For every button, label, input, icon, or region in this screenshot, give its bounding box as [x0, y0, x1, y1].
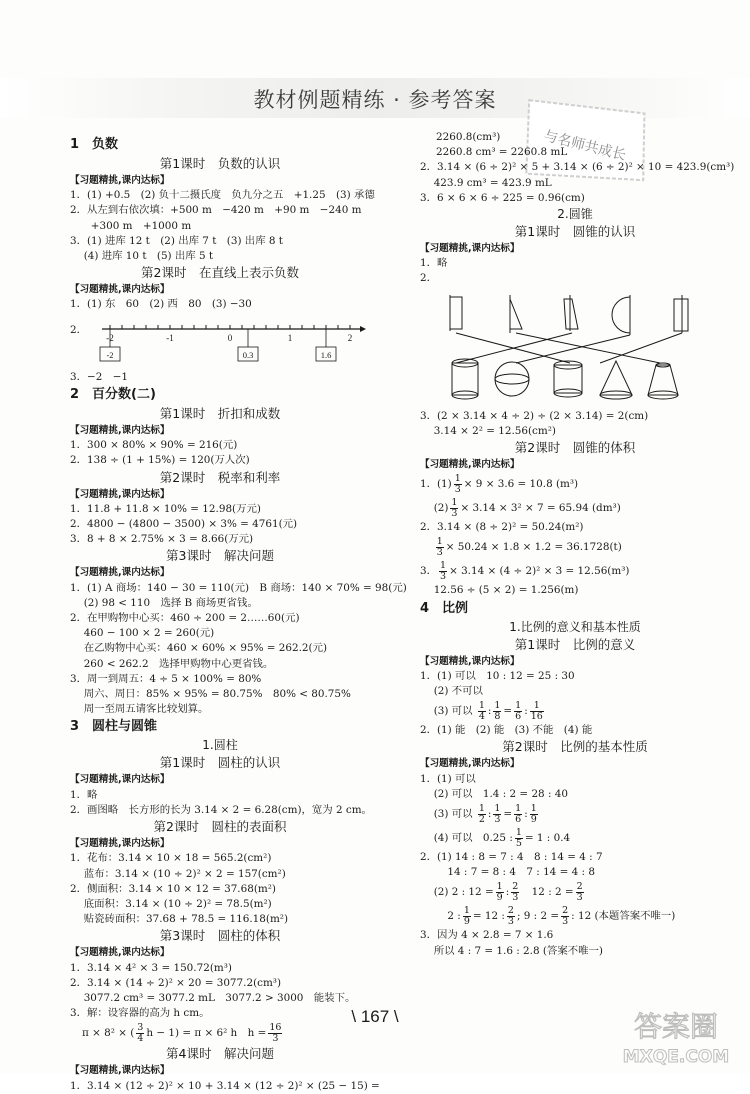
right-column — [420, 130, 735, 959]
answer-line: 1．略 — [420, 257, 448, 270]
chapter-title: 比例 — [442, 600, 469, 616]
denominator: 16 — [530, 710, 543, 722]
fraction — [530, 804, 538, 825]
numerator: 1 — [530, 701, 544, 712]
number-line — [78, 317, 368, 363]
fraction — [436, 537, 444, 558]
tick-label: -1 — [166, 332, 174, 343]
denominator: 3 — [507, 915, 514, 927]
answer-line: 260 < 262.2 选择甲购物中心更省钱。 — [70, 657, 274, 670]
fraction — [439, 561, 447, 582]
answer-line: 蓝布：3.14 × (10 ÷ 2)² × 2 = 157(cm²) — [70, 867, 286, 880]
lesson-title: 第2课时 圆柱的表面积 — [153, 819, 287, 835]
answer-line: 1．略 — [70, 788, 98, 801]
eq-text — [420, 541, 434, 553]
number-line-figure — [70, 317, 370, 368]
section-tag: 【习题精挑,课内达标】 — [70, 774, 170, 786]
numerator: 2 — [576, 880, 583, 892]
answer-line: 1．3.14 × (12 ÷ 2)² × 10 + 3.14 × (12 ÷ 2)² × (25 − 15) = — [70, 1079, 380, 1092]
answer-line: (2) 不可以 — [420, 685, 483, 698]
equation-line — [420, 559, 730, 583]
section-tag: 【习题精挑,课内达标】 — [70, 947, 170, 959]
chapter-number: 4 — [420, 600, 430, 616]
numerator: 2 — [562, 904, 569, 916]
answer-line: 3．6 × 6 × 6 ÷ 225 = 0.96(cm) — [420, 191, 585, 204]
answer-line: 2． — [70, 323, 88, 336]
lesson-title: 第1课时 圆柱的认识 — [159, 755, 281, 771]
eq-text: 2 : — [420, 910, 461, 923]
lesson-title: 第3课时 圆柱的体积 — [159, 928, 281, 944]
answer-line: 3．解：设容器的高为 h cm。 — [70, 1007, 210, 1020]
section-tag: 【习题精挑,课内达标】 — [70, 425, 170, 437]
numerator: 1 — [494, 699, 501, 711]
fraction — [463, 906, 471, 927]
answer-line: 3.14 × 2² = 12.56(cm²) — [420, 424, 556, 437]
answer-line: 2．3.14 × (8 ÷ 2)² = 50.24(m²) — [420, 521, 584, 534]
fraction — [493, 804, 501, 825]
answer-line: 3．−2 −1 — [70, 370, 129, 383]
eq-text: h − 1) = π × 6² h h = — [146, 1027, 267, 1040]
chapter-title: 百分数(二) — [92, 387, 156, 403]
fraction — [454, 474, 462, 495]
answer-line: (4) 进库 10 t (5) 出库 5 t — [70, 250, 214, 263]
equation-line — [420, 535, 730, 559]
chapter-number: 3 — [70, 719, 80, 735]
eq-text: 12 : 2 = — [531, 886, 574, 899]
denominator: 3 — [512, 891, 519, 903]
answer-line: 周六、周日：85% × 95% = 80.75% 80% < 80.75% — [70, 688, 351, 701]
lesson-title: 第2课时 税率和利率 — [159, 469, 281, 485]
fraction — [530, 701, 544, 722]
eq-text: × 9 × 3.6 = 10.8 (m³) — [463, 478, 579, 491]
answer-line: 460 − 100 × 2 = 260(元) — [70, 627, 215, 640]
stamp-text: 与名师共成长 — [542, 128, 628, 164]
denominator: 3 — [576, 891, 583, 903]
answer-line: 14 : 7 = 8 : 4 7 : 14 = 4 : 8 — [420, 866, 595, 879]
numerator: 1 — [530, 802, 537, 814]
denominator: 5 — [515, 837, 522, 849]
eq-text: = 12 : — [472, 910, 505, 923]
answer-line: 贴瓷砖面积：37.68 + 78.5 = 116.18(m²) — [70, 913, 289, 926]
denominator: 4 — [478, 710, 485, 722]
denominator: 3 — [436, 546, 443, 558]
answer-line: +300 m +1000 m — [70, 219, 192, 232]
lesson-title: 第2课时 圆锥的体积 — [514, 440, 636, 456]
section-subtitle: 2.圆锥 — [557, 207, 593, 222]
answer-line: 1．300 × 80% × 90% = 216(元) — [70, 439, 238, 452]
fraction — [576, 882, 584, 903]
denominator: 3 — [451, 507, 458, 519]
eq-text: (4) 可以 0.25 : — [420, 832, 513, 845]
section-tag: 【习题精挑,课内达标】 — [420, 758, 520, 770]
answer-line: 2．在甲购物中心买：460 ÷ 200 = 2……60(元) — [70, 612, 300, 625]
eq-text: (3) 可以 — [420, 808, 473, 821]
denominator: 6 — [515, 813, 522, 825]
answer-line: 2．4800 − (4800 − 3500) × 3% = 4761(元) — [70, 518, 298, 531]
section-tag: 【习题精挑,课内达标】 — [420, 459, 520, 471]
eq-text: : 12 (本题答案不唯一) — [571, 910, 676, 923]
answer-line: 2．3.14 × (14 ÷ 2)² × 20 = 3077.2(cm³) — [70, 976, 282, 989]
numerator: 1 — [451, 496, 458, 508]
lesson-title: 第2课时 在直线上表示负数 — [141, 265, 299, 281]
answer-line: 1．3.14 × 4² × 3 = 150.72(m³) — [70, 961, 232, 974]
chapter-title: 圆柱与圆锥 — [92, 719, 158, 735]
numerator: 16 — [269, 1021, 282, 1033]
tick-label: 2 — [347, 332, 353, 343]
denominator: 9 — [463, 915, 470, 927]
page-title: 教材例题精练 · 参考答案 — [253, 88, 497, 112]
lesson-title: 第3课时 解决问题 — [166, 548, 274, 564]
watermark-url: MXQE.COM — [622, 1047, 730, 1067]
lesson-title: 第1课时 折扣和成数 — [159, 406, 281, 422]
fraction — [515, 828, 523, 849]
eq-text: × 50.24 × 1.8 × 1.2 = 36.1728(t) — [445, 541, 622, 554]
answer-line: 1．(1) +0.5 (2) 负十二摄氏度 负九分之五 +1.25 (3) 承德 — [70, 189, 375, 202]
fraction — [561, 906, 569, 927]
eq-text: 3． — [420, 565, 438, 578]
numerator: 1 — [496, 880, 503, 892]
numerator: 1 — [478, 699, 485, 711]
tick-label: -2 — [106, 332, 114, 343]
chapter-heading — [70, 717, 370, 737]
eq-text: (2) — [420, 502, 449, 515]
answer-line: 底面积：3.14 × (10 ÷ 2)² = 78.5(m²) — [70, 897, 272, 910]
tick-label: 1 — [287, 332, 293, 343]
fraction — [514, 701, 522, 722]
answer-line: 3．周一到周五：4 ÷ 5 × 100% = 80% — [70, 672, 262, 685]
box-label: -2 — [106, 349, 114, 360]
lesson-title: 第1课时 负数的认识 — [159, 156, 281, 171]
numerator: 2 — [507, 904, 514, 916]
denominator: 4 — [137, 1032, 144, 1044]
section-tag: 【习题精挑,课内达标】 — [70, 284, 170, 296]
fraction — [507, 906, 515, 927]
answer-line: 1．(1) 东 60 (2) 西 80 (3) −30 — [70, 298, 252, 311]
eq-text: × 3.14 × 3² × 7 = 65.94 (dm³) — [460, 502, 621, 515]
numerator: 1 — [454, 472, 461, 484]
answer-line: 周一至周五请客比较划算。 — [70, 703, 209, 716]
eq-text: × 3.14 × (4 ÷ 2)² × 3 = 12.56(m³) — [449, 565, 630, 578]
answer-line: 3．(2 × 3.14 × 4 ÷ 2) ÷ (2 × 3.14) = 2(cm) — [420, 409, 649, 422]
answer-line: 2260.8 cm³ = 2260.8 mL — [436, 146, 568, 159]
fraction — [478, 804, 486, 825]
numerator: 1 — [463, 904, 470, 916]
fraction — [514, 804, 522, 825]
answer-line: 2．画图略 长方形的长为 3.14 × 2 = 6.28(cm)，宽为 2 cm。 — [70, 803, 372, 816]
section-tag: 【习题精挑,课内达标】 — [70, 838, 170, 850]
answer-line: 1．(1) 可以 — [420, 772, 476, 785]
fraction — [450, 498, 458, 519]
answer-line: 所以 4 : 7 = 1.6 : 2.8 (答案不唯一) — [420, 944, 603, 957]
section-tag: 【习题精挑,课内达标】 — [70, 175, 170, 186]
chapter-heading — [420, 599, 730, 619]
eq-text: 1．(1) — [420, 478, 452, 491]
lesson-title: 第2课时 比例的基本性质 — [502, 739, 648, 755]
numerator: 1 — [436, 535, 443, 547]
answer-line: 1．花布：3.14 × 10 × 18 = 565.2(cm²) — [70, 852, 272, 865]
section-subtitle: 1.比例的意义和基本性质 — [509, 619, 641, 634]
answer-line: 2．从左到右依次填：+500 m −420 m +90 m −240 m — [70, 204, 362, 217]
numerator: 2 — [512, 880, 519, 892]
numerator: 1 — [478, 802, 485, 814]
section-tag: 【习题精挑,课内达标】 — [420, 655, 520, 667]
denominator: 2 — [478, 813, 485, 825]
eq-text: π × 8² × ( — [82, 1027, 135, 1040]
numerator: 1 — [515, 699, 522, 711]
numerator: 1 — [515, 802, 522, 814]
equation-line — [420, 826, 730, 850]
answer-line: 1．(1) A 商场：140 − 30 = 110(元) B 商场：140 × 70% = 98(元) — [70, 581, 407, 594]
answer-line: 1．(1) 可以 10 : 12 = 25 : 30 — [420, 669, 575, 682]
eq-text: = 1 : 0.4 — [524, 832, 571, 845]
equation-line: (3) 可以 $\frac{1}{4}$ : $\frac{1}{8}$ = $\frac{1}{6}$ : $\frac{1}{16}$ — [420, 699, 543, 722]
answer-line: (2) 98 < 110 选择 B 商场更省钱。 — [70, 596, 258, 609]
denominator: 9 — [496, 891, 503, 903]
chapter-heading — [70, 385, 370, 405]
chapter-title: 负数 — [92, 137, 119, 152]
section-tag: 【习题精挑,课内达标】 — [420, 243, 520, 255]
answer-line: 12.56 ÷ (5 × 2) = 1.256(m) — [420, 584, 579, 597]
section-tag: 【习题精挑,课内达标】 — [70, 488, 170, 500]
answer-line: 3．8 + 8 × 2.75% × 3 = 8.66(万元) — [70, 533, 254, 546]
page-number: \ 167 \ — [351, 1007, 399, 1026]
chapter-heading — [70, 135, 370, 155]
answer-line: 1．11.8 + 11.8 × 10% = 12.98(万元) — [70, 502, 261, 515]
tick-label: 0 — [227, 332, 233, 343]
numerator: 1 — [494, 802, 501, 814]
page-number-value: 167 — [360, 1007, 390, 1026]
answer-line: (2) 可以 1.4 : 2 = 28 : 40 — [420, 787, 568, 800]
eq-text: (2) 2 : 12 = — [420, 886, 494, 899]
section-tag: 【习题精挑,课内达标】 — [70, 567, 170, 579]
answer-line: 2． — [420, 272, 438, 285]
answer-line: 2．(1) 能 (2) 能 (3) 不能 (4) 能 — [420, 724, 593, 737]
fraction — [493, 701, 501, 722]
equation-line — [420, 472, 730, 496]
fraction — [496, 882, 504, 903]
numerator: 1 — [515, 826, 522, 838]
answer-line: 3．(1) 进库 12 t (2) 出库 7 t (3) 出库 8 t — [70, 234, 283, 247]
answer-line: 2．(1) 14 : 8 = 7 : 4 8 : 14 = 4 : 7 — [420, 851, 603, 864]
answer-line: 2．3.14 × (6 ÷ 2)² × 5 + 3.14 × (6 ÷ 2)² × 10 = 423.9(cm³) — [420, 161, 735, 174]
chapter-number: 1 — [70, 137, 80, 152]
watermark-logo — [612, 1000, 742, 1070]
fraction — [511, 882, 519, 903]
denominator: 3 — [562, 915, 569, 927]
box-label: 0.3 — [242, 349, 254, 360]
lesson-title: 第1课时 圆锥的认识 — [514, 224, 636, 240]
box-label: 1.6 — [320, 349, 332, 360]
denominator: 9 — [530, 813, 537, 825]
denominator: 6 — [515, 710, 522, 722]
equation-line: (2) 2 : 12 = $\frac{1}{9}$ : $\frac{2}{3}$ 12 : 2 = $\frac{2}{3}$ — [420, 880, 583, 903]
numerator: 3 — [137, 1021, 144, 1033]
denominator: 8 — [494, 710, 501, 722]
answer-line: 3077.2 cm³ = 3077.2 mL 3077.2 > 3000 能装下。 — [70, 991, 356, 1004]
lesson-title: 第1课时 比例的意义 — [514, 636, 636, 652]
denominator: 3 — [494, 813, 501, 825]
equation-line — [420, 904, 730, 928]
eq-text: ; 9 : 2 = — [516, 910, 560, 923]
answer-line: 3．因为 4 × 2.8 = 7 × 1.6 — [420, 929, 554, 942]
answer-line: 2260.8(cm³) — [436, 131, 501, 143]
answer-line: 2．138 ÷ (1 + 15%) = 120(万人次) — [70, 454, 250, 467]
denominator: 3 — [454, 483, 461, 495]
answer-line: 在乙购物中心买：460 × 60% × 95% = 262.2(元) — [70, 642, 328, 655]
watermark-text: 答案圈 — [633, 1010, 719, 1043]
equation-line: (3) 可以 $\frac{1}{2}$ : $\frac{1}{3}$ = $\frac{1}{6}$ : $\frac{1}{9}$ — [420, 802, 537, 825]
lesson-title: 第4课时 解决问题 — [166, 1046, 274, 1062]
answer-line: 2．侧面积：3.14 × 10 × 12 = 37.68(m²) — [70, 882, 276, 895]
matching-diagram — [420, 291, 720, 401]
section-tag: 【习题精挑,课内达标】 — [70, 1065, 170, 1077]
numerator: 1 — [440, 559, 447, 571]
chapter-number: 2 — [70, 387, 80, 403]
section-subtitle: 1.圆柱 — [202, 738, 238, 753]
eq-text: (3) 可以 — [420, 705, 473, 718]
equation-line — [420, 496, 730, 520]
answer-line: 423.9 cm³ = 423.9 mL — [420, 176, 552, 189]
denominator: 3 — [272, 1032, 279, 1044]
denominator: 3 — [440, 570, 447, 582]
fraction — [478, 701, 486, 722]
